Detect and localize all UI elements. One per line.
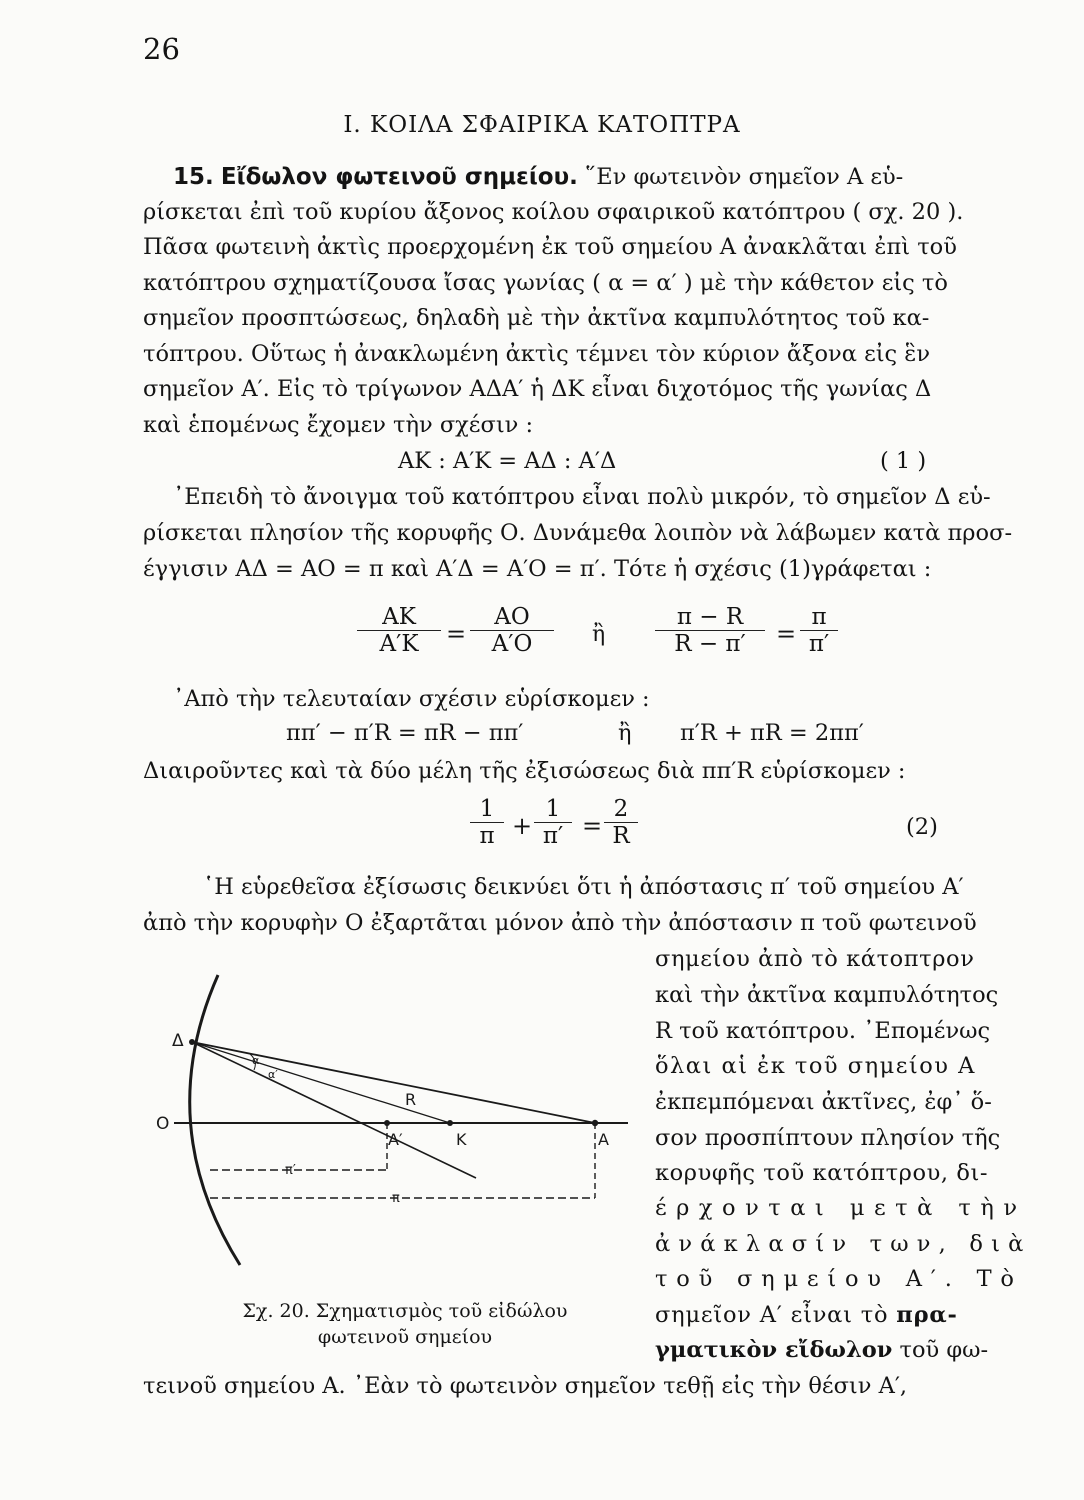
fraction-2-over-r: $\frac{2}{R}$ [604,796,638,849]
paragraph-line: ᾿Απὸ τὴν τελευταίαν σχέσιν εὑρίσκομεν : [173,686,650,712]
paragraph-line: ἀπὸ τὴν κορυφὴν Ο ἐξαρτᾶται μόνον ἀπὸ τὴν ἀπόστασιν π τοῦ φωτεινοῦ [143,910,977,936]
label-a-prime: A′ [388,1130,403,1149]
paragraph-line: καὶ τὴν ἀκτῖνα καμπυλότητος [655,982,999,1008]
section-number: 15. [173,164,214,190]
point-a [592,1120,598,1126]
equals-sign: = [446,620,467,648]
label-pi-prime: π′ [285,1163,296,1178]
fraction-pi-minus-r: $\frac{\pi - R}{R - \pi'}$ [655,604,765,657]
bold-term: γματικὸν εἴδωλον [655,1337,893,1363]
paragraph-line: τοῦ σημείου Α′. Τὸ [655,1266,1023,1292]
bold-term: πρα- [896,1302,958,1328]
label-alpha: α [252,1054,260,1067]
label-delta: Δ [172,1031,184,1051]
fraction-ak: $\frac{AK}{A'K}$ [357,604,441,657]
label-k: K [456,1130,467,1149]
equals-sign: = [776,620,797,648]
page-number: 26 [143,32,180,66]
point-a-prime [384,1120,390,1126]
chapter-header: I. ΚΟΙΛΑ ΣΦΑΙΡΙΚΑ ΚΑΤΟΠΤΡΑ [343,112,741,138]
fraction-1-over-pi: $\frac{1}{\pi}$ [470,796,504,849]
paragraph-line [173,162,903,192]
paragraph-line: Διαιροῦντες καὶ τὰ δύο μέλη τῆς ἐξισώσεως διὰ ππ′R εὑρίσκομεν : [143,758,906,784]
or-word: ἢ [592,622,606,647]
label-r: R [405,1090,417,1109]
figure-concave-mirror [150,960,640,1280]
paragraph-line: τεινοῦ σημείου Α. ᾿Εὰν τὸ φωτεινὸν σημεῖον τεθῇ εἰς τὴν θέσιν Α′, [143,1373,908,1399]
paragraph-line [655,1335,988,1365]
equation-2-number: (2) [906,814,938,840]
point-delta [189,1039,195,1045]
label-pi: π [392,1191,400,1206]
paragraph-line: έρχονται μετὰ τὴν [655,1195,1027,1221]
paragraph-line: σημεῖον προσπτώσεως, δηλαδὴ μὲ τὴν ἀκτῖνα καμπυλότητος τοῦ κα- [143,305,930,331]
fraction-ao: $\frac{AO}{A'O}$ [470,604,554,657]
paragraph-line: καὶ ἑπομένως ἔχομεν τὴν σχέσιν : [143,412,534,438]
paragraph-line: σον προσπίπτουν πλησίον τῆς [655,1125,1001,1151]
paragraph-line: έγγισιν ΑΔ = ΑΟ = π καὶ Α′Δ = Α′Ο = π′. Τότε ἡ σχέσις (1)γράφεται : [143,556,932,582]
label-a: A [598,1130,609,1149]
paragraph-line: σημείου ἀπὸ τὸ κάτοπτρον [655,946,975,972]
paragraph-line: ᾿Επειδὴ τὸ ἄνοιγμα τοῦ κατόπτρου εἶναι πολὺ μικρόν, τὸ σημεῖον Δ εὑ- [173,484,991,510]
or-word: ἢ [618,720,632,746]
plus-sign: + [512,812,533,840]
point-k [447,1120,453,1126]
equation-mid-right: π′R + πR = 2ππ′ [680,720,864,746]
paragraph-line: ρίσκεται ἐπὶ τοῦ κυρίου ἄξονος κοίλου σφαιρικοῦ κατόπτρου ( σχ. 20 ). [143,199,964,225]
paragraph-line: κατόπτρου σχηματίζουσα ἴσας γωνίας ( α = α′ ) μὲ τὴν κάθετον εἰς τὸ [143,270,948,296]
paragraph-line [655,1300,958,1330]
fraction-pi-over-pi-prime: $\frac{\pi}{\pi'}$ [800,604,838,657]
label-o: O [156,1114,170,1134]
text-run: τοῦ φω- [892,1337,989,1363]
figure-caption [210,1298,600,1350]
paragraph-line: ὅλαι αἱ ἐκ τοῦ σημείου Α [655,1053,976,1079]
fraction-1-over-pi-prime: $\frac{1}{\pi'}$ [534,796,572,849]
paragraph-line: ρίσκεται πλησίον τῆς κορυφῆς Ο. Δυνάμεθα λοιπὸν νὰ λάβωμεν κατὰ προσ- [143,520,1013,546]
label-alpha-prime: α′ [268,1068,278,1081]
equation-1: ΑΚ : Α′Κ = ΑΔ : Α′Δ [398,448,617,474]
mirror-arc [190,975,240,1265]
paragraph-line: ἐκπεμπόμεναι ἀκτῖνες, ἐφ᾿ ὅ- [655,1089,992,1115]
equation-1-number: ( 1 ) [880,448,927,474]
equals-sign: = [582,812,603,840]
paragraph-line: ῾Η εὑρεθεῖσα ἐξίσωσις δεικνύει ὅτι ἡ ἀπόστασις π′ τοῦ σημείου Α′ [203,874,964,900]
paragraph-line: σημεῖον Α′. Εἰς τὸ τρίγωνον ΑΔΑ′ ἡ ΔΚ εἶναι διχοτόμος τῆς γωνίας Δ [143,376,932,402]
equation-mid-left: ππ′ − π′R = πR − ππ′ [286,720,524,746]
paragraph-line: κορυφῆς τοῦ κατόπτρου, δι- [655,1160,989,1186]
paragraph-line: Πᾶσα φωτεινὴ ἀκτὶς προερχομένη ἐκ τοῦ σημείου Α ἀνακλᾶται ἐπὶ τοῦ [143,234,957,260]
reflected-ray [192,1042,476,1178]
section-first-line-text: ῞Εν φωτεινὸν σημεῖον Α εὑ- [585,164,904,190]
section-title: Εἴδωλον φωτεινοῦ σημείου. [220,164,578,190]
paragraph-line: ἀνάκλασίν των, διὰ [655,1231,1032,1257]
text-run: σημεῖον Α′ εἶναι τὸ [655,1302,897,1328]
paragraph-line: R τοῦ κατόπτρου. ᾿Επομένως [655,1018,991,1044]
caption-line: Σχ. 20. Σχηματισμὸς τοῦ εἰδώλου [242,1300,568,1322]
caption-line: φωτεινοῦ σημείου [317,1326,493,1348]
paragraph-line: τόπτρου. Οὕτως ἡ ἀνακλωμένη ἀκτὶς τέμνει τὸν κύριον ἄξονα εἰς ἓν [143,341,931,367]
radius-line [192,1042,450,1123]
